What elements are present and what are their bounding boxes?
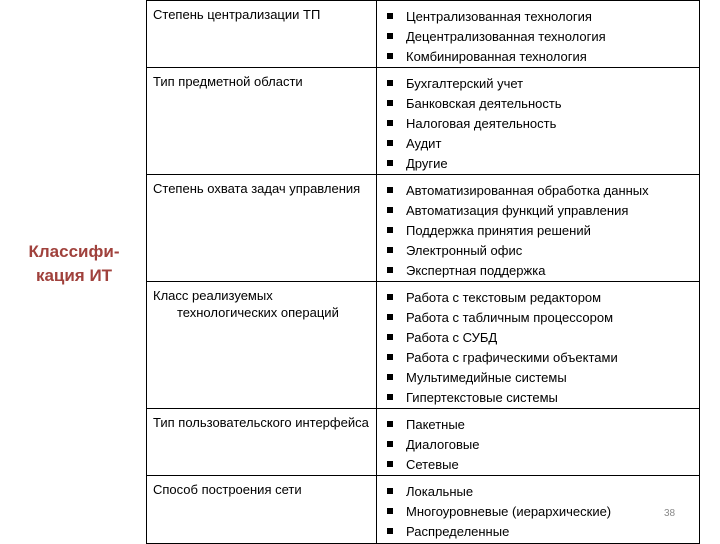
list-item-text: Централизованная технология <box>406 9 592 24</box>
square-bullet-icon <box>387 13 393 19</box>
square-bullet-icon <box>387 314 393 320</box>
table-row <box>147 476 700 544</box>
list-item <box>385 308 695 328</box>
list-item-text: Диалоговые <box>406 437 480 452</box>
list-item-text: Локальные <box>406 484 474 499</box>
list-item <box>385 241 695 261</box>
list-item-text: Поддержка принятия решений <box>406 223 591 238</box>
square-bullet-icon <box>387 207 393 213</box>
list-item-text: Сетевые <box>406 457 459 472</box>
criterion-cell <box>147 68 377 175</box>
values-list <box>385 288 695 408</box>
square-bullet-icon <box>387 421 393 427</box>
list-item-text: Работа с текстовым редактором <box>406 290 602 305</box>
values-cell <box>377 476 700 544</box>
criterion-text: Тип предметной области <box>153 74 303 89</box>
list-item <box>385 368 695 388</box>
criterion-text: Степень охвата задач управления <box>153 181 361 196</box>
list-item <box>385 7 695 27</box>
list-item-text: Работа с табличным процессором <box>406 310 614 325</box>
list-item-text: Мультимедийные системы <box>406 370 567 385</box>
list-item <box>385 221 695 241</box>
square-bullet-icon <box>387 53 393 59</box>
list-item-text: Децентрализованная технология <box>406 29 606 44</box>
table-row <box>147 68 700 175</box>
side-title <box>14 240 134 288</box>
criterion-text: Тип пользовательского интерфейса <box>153 415 369 430</box>
list-item-text: Автоматизация функций управления <box>406 203 629 218</box>
list-item-text: Другие <box>406 156 448 171</box>
square-bullet-icon <box>387 100 393 106</box>
list-item <box>385 114 695 134</box>
values-cell <box>377 409 700 476</box>
criterion-text: Класс реализуемых технологических операций <box>153 288 339 320</box>
list-item-text: Комбинированная технология <box>406 49 587 64</box>
values-list <box>385 482 695 542</box>
square-bullet-icon <box>387 120 393 126</box>
values-cell <box>377 175 700 282</box>
square-bullet-icon <box>387 441 393 447</box>
table-row <box>147 282 700 409</box>
values-cell <box>377 1 700 68</box>
list-item <box>385 261 695 281</box>
list-item <box>385 455 695 475</box>
criterion-cell <box>147 476 377 544</box>
square-bullet-icon <box>387 80 393 86</box>
square-bullet-icon <box>387 488 393 494</box>
list-item-text: Гипертекстовые системы <box>406 390 558 405</box>
values-cell <box>377 68 700 175</box>
list-item <box>385 348 695 368</box>
square-bullet-icon <box>387 354 393 360</box>
list-item-text: Электронный офис <box>406 243 523 258</box>
list-item-text: Банковская деятельность <box>406 96 562 111</box>
square-bullet-icon <box>387 227 393 233</box>
list-item <box>385 201 695 221</box>
square-bullet-icon <box>387 374 393 380</box>
criterion-text: Степень централизации ТП <box>153 7 321 22</box>
list-item <box>385 134 695 154</box>
table-row <box>147 175 700 282</box>
criterion-cell <box>147 409 377 476</box>
criterion-cell <box>147 282 377 409</box>
square-bullet-icon <box>387 334 393 340</box>
list-item-text: Работа с СУБД <box>406 330 498 345</box>
square-bullet-icon <box>387 394 393 400</box>
square-bullet-icon <box>387 247 393 253</box>
list-item <box>385 94 695 114</box>
square-bullet-icon <box>387 33 393 39</box>
list-item <box>385 47 695 67</box>
list-item-text: Работа с графическими объектами <box>406 350 618 365</box>
list-item <box>385 502 695 522</box>
classification-table <box>146 0 700 544</box>
square-bullet-icon <box>387 461 393 467</box>
list-item-text: Аудит <box>406 136 442 151</box>
criterion-text: Способ построения сети <box>153 482 302 497</box>
list-item-text: Налоговая деятельность <box>406 116 557 131</box>
list-item-text: Распределенные <box>406 524 510 539</box>
criterion-cell <box>147 1 377 68</box>
list-item <box>385 74 695 94</box>
list-item <box>385 415 695 435</box>
list-item-text: Многоуровневые (иерархические) <box>406 504 612 519</box>
list-item <box>385 181 695 201</box>
list-item <box>385 288 695 308</box>
list-item <box>385 522 695 542</box>
list-item-text: Экспертная поддержка <box>406 263 546 278</box>
table-row <box>147 409 700 476</box>
values-list <box>385 181 695 281</box>
side-title-line-1: Классифи- <box>28 242 120 261</box>
square-bullet-icon <box>387 508 393 514</box>
square-bullet-icon <box>387 294 393 300</box>
values-list <box>385 415 695 475</box>
list-item <box>385 328 695 348</box>
values-list <box>385 74 695 174</box>
values-cell <box>377 282 700 409</box>
criterion-cell <box>147 175 377 282</box>
page-number: 38 <box>664 508 676 519</box>
list-item <box>385 154 695 174</box>
list-item-text: Пакетные <box>406 417 465 432</box>
list-item <box>385 435 695 455</box>
values-list <box>385 7 695 67</box>
list-item <box>385 482 695 502</box>
list-item <box>385 27 695 47</box>
square-bullet-icon <box>387 160 393 166</box>
list-item-text: Автоматизированная обработка данных <box>406 183 649 198</box>
square-bullet-icon <box>387 267 393 273</box>
side-title-line-2: кация ИТ <box>35 266 113 285</box>
list-item <box>385 388 695 408</box>
square-bullet-icon <box>387 528 393 534</box>
square-bullet-icon <box>387 140 393 146</box>
square-bullet-icon <box>387 187 393 193</box>
table-row <box>147 1 700 68</box>
list-item-text: Бухгалтерский учет <box>406 76 524 91</box>
